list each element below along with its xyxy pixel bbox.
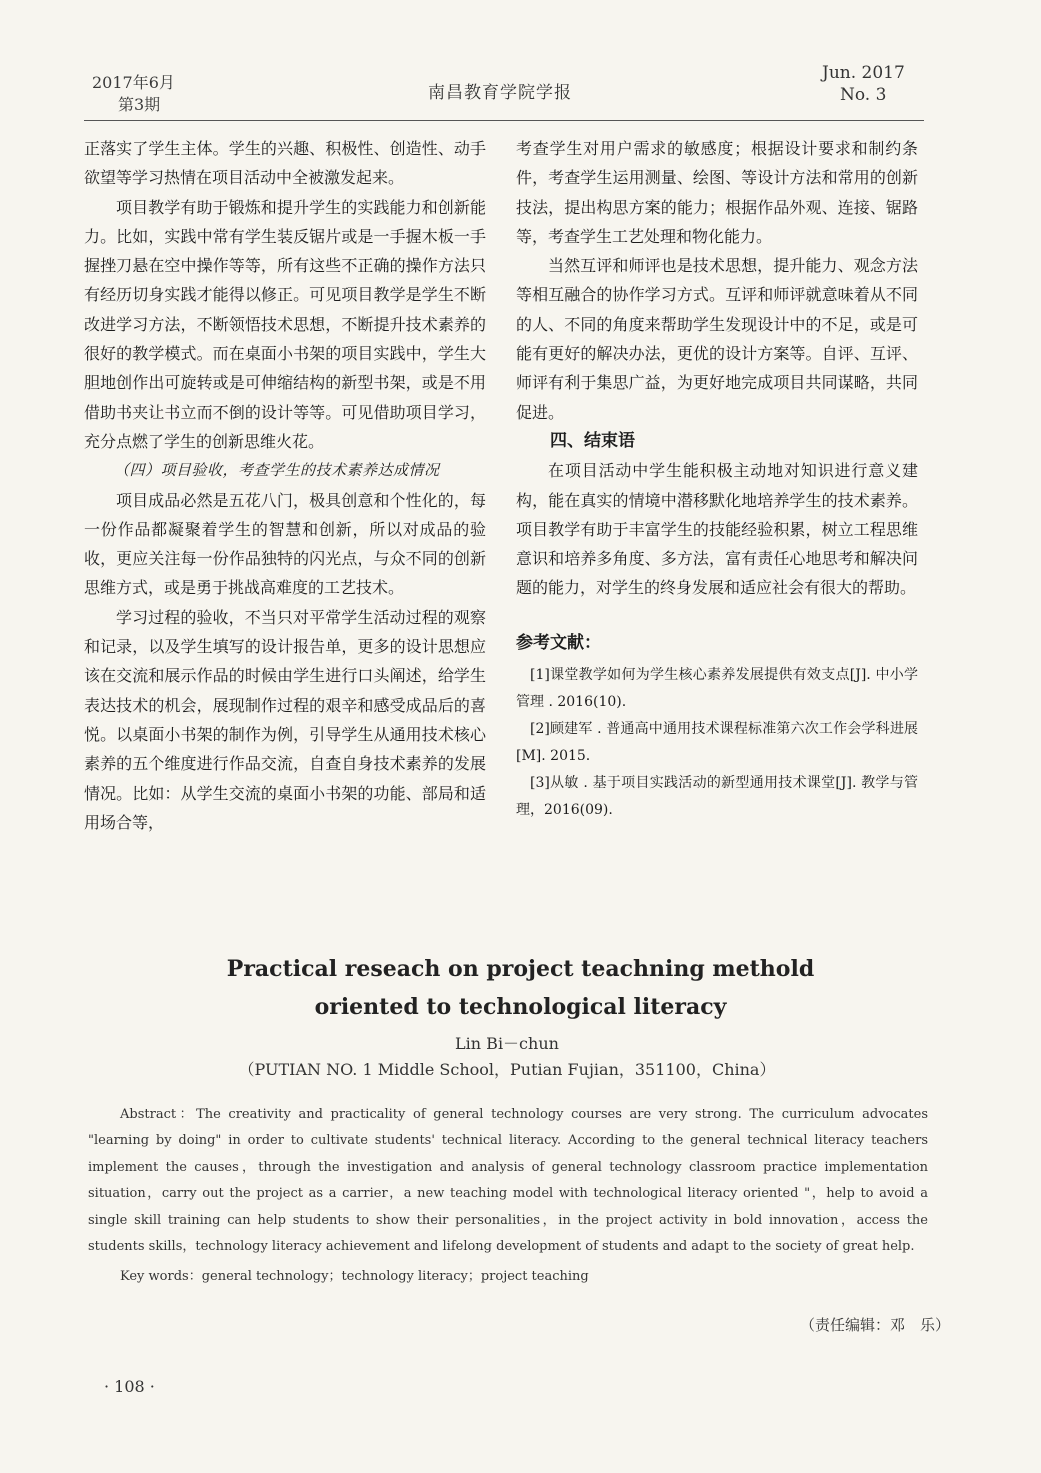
header-issue: 第3期 — [118, 95, 161, 114]
english-keywords — [120, 1265, 589, 1284]
paragraph: 学习过程的验收，不当只对平常学生活动过程的观察和记录，以及学生填写的设计报告单，更多的设计思想应该在交流和展示作品的时候由学生进行口头阐述，给学生表达技术的机会，展现制作过程的艰辛和感受成品后的喜悦。以桌面小书架的制作为例，引导学生从通用技术核心素养的五个维度进行作品交流，自查自身技术素养的发展情况。比如：从学生交流的桌面小书架的功能、部局和适用场合等， — [84, 607, 486, 832]
keywords-text: general technology；technology literacy；project teaching — [201, 1269, 589, 1284]
header-date-en: Jun. 2017 — [822, 63, 905, 83]
header-right — [822, 62, 905, 106]
english-affiliation: （PUTIAN NO. 1 Middle School，Putian Fujian，351100，China） — [238, 1060, 776, 1079]
header-rule — [84, 120, 924, 121]
reference-item: [1]课堂教学如何为学生核心素养发展提供有效支点[J]. 中小学管理 . 2016(10). — [516, 667, 918, 711]
paragraph: 考查学生对用户需求的敏感度；根据设计要求和制约条件，考查学生运用测量、绘图、等设计方法和常用的创新技法，提出构思方案的能力；根据作品外观、连接、锯路等，考查学生工艺处理和物化能力。 — [516, 139, 918, 246]
left-column — [84, 134, 486, 837]
reference-item: [3]从敏 . 基于项目实践活动的新型通用技术课堂[J]. 教学与管理，2016(09). — [516, 775, 918, 819]
keywords-label: Key words： — [120, 1269, 202, 1284]
subsection-heading: （四）项目验收，考查学生的技术素养达成情况 — [114, 461, 440, 480]
editor-note: （责任编辑：邓 乐） — [800, 1316, 951, 1334]
header-year-month: 2017年6月 — [92, 73, 175, 92]
page-number: · 108 · — [104, 1377, 155, 1396]
reference-item: [2]顾建军 . 普通高中通用技术课程标准第六次工作会学科进展[M]. 2015. — [516, 721, 918, 765]
references-heading: 参考文献： — [516, 632, 601, 653]
english-title-line-2: oriented to technological literacy — [314, 994, 727, 1020]
paragraph: 项目教学有助于锻炼和提升学生的实践能力和创新能力。比如，实践中常有学生装反锯片或是一手握木板一手握挫刀悬在空中操作等等，所有这些不正确的操作方法只有经历切身实践才能得以修正。可见项目教学是学生不断改进学习方法，不断领悟技术思想，不断提升技术素养的很好的教学模式。而在桌面小书架的项目实践中，学生大胆地创作出可旋转或是可伸缩结构的新型书架，或是不用借助书夹让书立而不倒的设计等等。可见借助项目学习，充分点燃了学生的创新思维火花。 — [84, 197, 486, 451]
header-left — [92, 72, 175, 116]
references-list — [516, 662, 918, 824]
english-author: Lin Bi－chun — [455, 1034, 559, 1053]
header-no-en: No. 3 — [840, 85, 887, 105]
paragraph: 项目成品必然是五花八门，极具创意和个性化的，每一份作品都凝聚着学生的智慧和创新，所以对成品的验收，更应关注每一份作品独特的闪光点，与众不同的创新思维方式，或是勇于挑战高难度的工艺技术。 — [84, 490, 486, 598]
abstract-label: Abstract： — [120, 1107, 197, 1122]
english-title-line-1: Practical reseach on project teachning methold — [226, 956, 815, 982]
journal-name: 南昌教育学院学报 — [428, 83, 572, 103]
paragraph: 正落实了学生主体。学生的兴趣、积极性、创造性、动手欲望等学习热情在项目活动中全被激发起来。 — [84, 139, 486, 188]
right-column — [516, 134, 918, 824]
english-abstract — [88, 1102, 928, 1260]
abstract-text: The creativity and practicality of general technology courses are very strong. The curriculum advocates "learning by doing" in order to cultivate students' technical literacy. According to the general technical literacy teachers implement the causes，through the investigation and analysis of general technology classroom practice implementation situation，carry out the project as a carrier，a new teaching model with technological literacy oriented "，help to avoid a single skill training can help students to show their personalities，in the project activity in bold innovation，access the students skills，technology literacy achievement and lifelong development of students and adapt to the society of great help. — [88, 1107, 928, 1255]
paragraph: 在项目活动中学生能积极主动地对知识进行意义建构，能在真实的情境中潜移默化地培养学生的技术素养。项目教学有助于丰富学生的技能经验积累，树立工程思维意识和培养多角度、多方法，富有责任心地思考和解决问题的能力，对学生的终身发展和适应社会有很大的帮助。 — [516, 461, 918, 598]
paragraph: 当然互评和师评也是技术思想，提升能力、观念方法等相互融合的协作学习方式。互评和师评就意味着从不同的人、不同的角度来帮助学生发现设计中的不足，或是可能有更好的解决办法，更优的设计方案等。自评、互评、师评有利于集思广益，为更好地完成项目共同谋略，共同促进。 — [516, 256, 918, 422]
section-heading: 四、结束语 — [550, 430, 635, 451]
